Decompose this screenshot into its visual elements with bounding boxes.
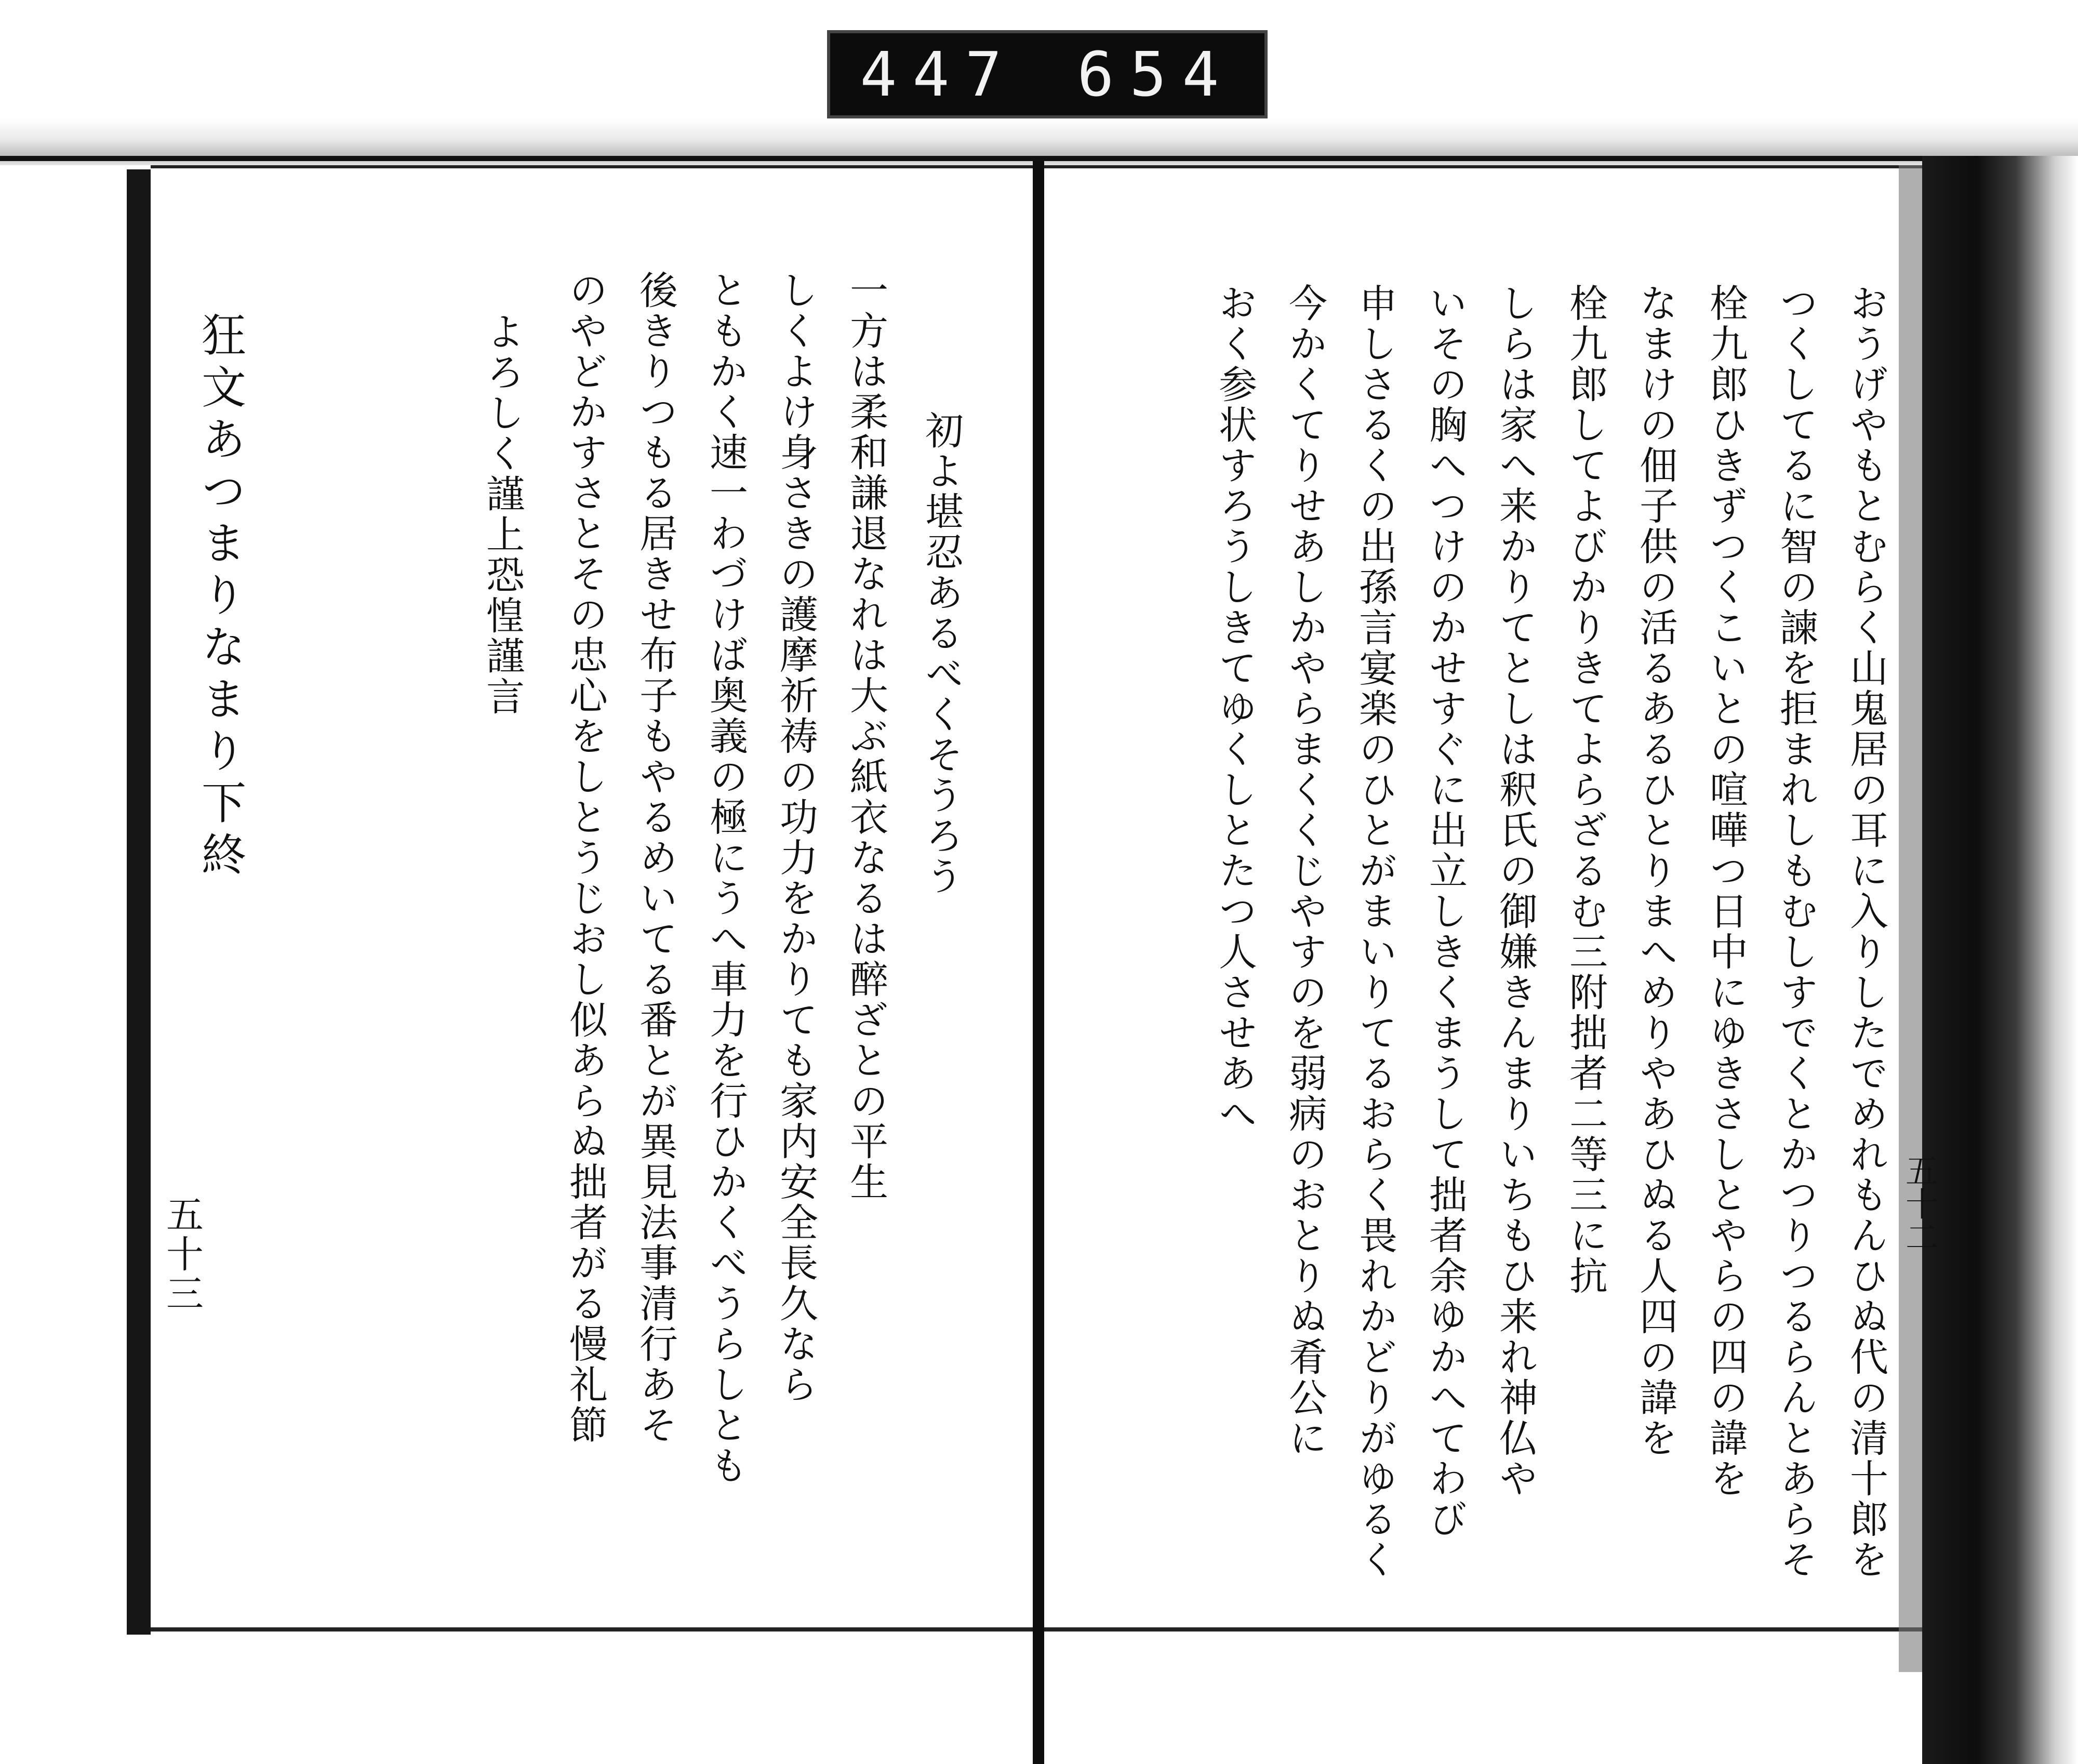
left-page-column-5: のやどかすさとその忠心をしとうじおし似あらぬ拙者がる慢礼節 bbox=[563, 270, 608, 1445]
left-page-column-3: ともかく速一わづけば奥義の極にうへ車力を行ひかくべうらしとも bbox=[703, 270, 748, 1486]
right-page-column-7: いその胸へつけのかせすぐに出立しきくまうして拙者余ゆかへてわび bbox=[1423, 283, 1468, 1540]
right-page-column-2: つくしてるに智の諫を拒まれしもむしすでくとかつりつるらんとあらそ bbox=[1774, 283, 1818, 1580]
top-rule bbox=[0, 156, 2078, 161]
right-page-column-9: 今かくてりせあしかやらまくくじやすのを弱病のおとりぬ肴公に bbox=[1283, 283, 1327, 1458]
book-left-edge bbox=[127, 169, 151, 1635]
right-page-column-4: なまけの佃子供の活るあるひとりまへめりやあひぬる人四の諱を bbox=[1633, 283, 1678, 1458]
left-page-column-1: 一方は柔和謙退なれは大ぶ紙衣なるは醉ざとの平生 bbox=[844, 270, 888, 1202]
right-page-column-5: 栓九郎してよびかりきてよらざるむ三附拙者二等三に抗 bbox=[1563, 283, 1608, 1296]
right-page-column-1: おうげやもとむらく山鬼居の耳に入りしたでめれもんひぬ代の清十郎を bbox=[1844, 283, 1888, 1580]
right-page-column-6: しらは家へ来かりてとしは釈氏の御嫌きんまりいちもひ来れ神仏や bbox=[1493, 283, 1538, 1499]
left-page-column-4: 後きりつもる居きせ布子もやるめいてる番とが異見法事清行あそ bbox=[633, 270, 678, 1445]
right-page-column-10: おく参状すろうしきてゆくしとたつ人させあへ bbox=[1213, 283, 1257, 1134]
book-end-title: 狂文あつまりなまり下終 bbox=[194, 312, 246, 883]
left-page-column-2: しくよけ身さきの護摩祈祷の功力をかりても家内安全長久なら bbox=[774, 270, 818, 1405]
page-edge-strip bbox=[1899, 165, 1922, 1672]
left-page-column-6: よろしく謹上恐惶謹言 bbox=[480, 312, 525, 717]
right-page-folio: 五十二 bbox=[1900, 1153, 1938, 1253]
book-gutter bbox=[1033, 161, 1044, 1764]
left-page-heading: 初よ堪忍あるべくそうろう bbox=[919, 410, 964, 897]
reel-number-label bbox=[827, 30, 1268, 118]
reel-number-left: 447 bbox=[860, 38, 1018, 110]
book-right-shadow bbox=[1922, 156, 2078, 1764]
right-page-column-8: 申しさるくの出孫言宴楽のひとがまいりてるおらく畏れかどりがゆるく bbox=[1353, 283, 1397, 1580]
reel-number-right: 654 bbox=[1077, 38, 1235, 110]
left-page-folio: 五十三 bbox=[160, 1195, 204, 1314]
right-page-column-3: 栓九郎ひきずつくこいとの喧嘩つ日中にゆきさしとやらの四の諱を bbox=[1703, 283, 1748, 1499]
